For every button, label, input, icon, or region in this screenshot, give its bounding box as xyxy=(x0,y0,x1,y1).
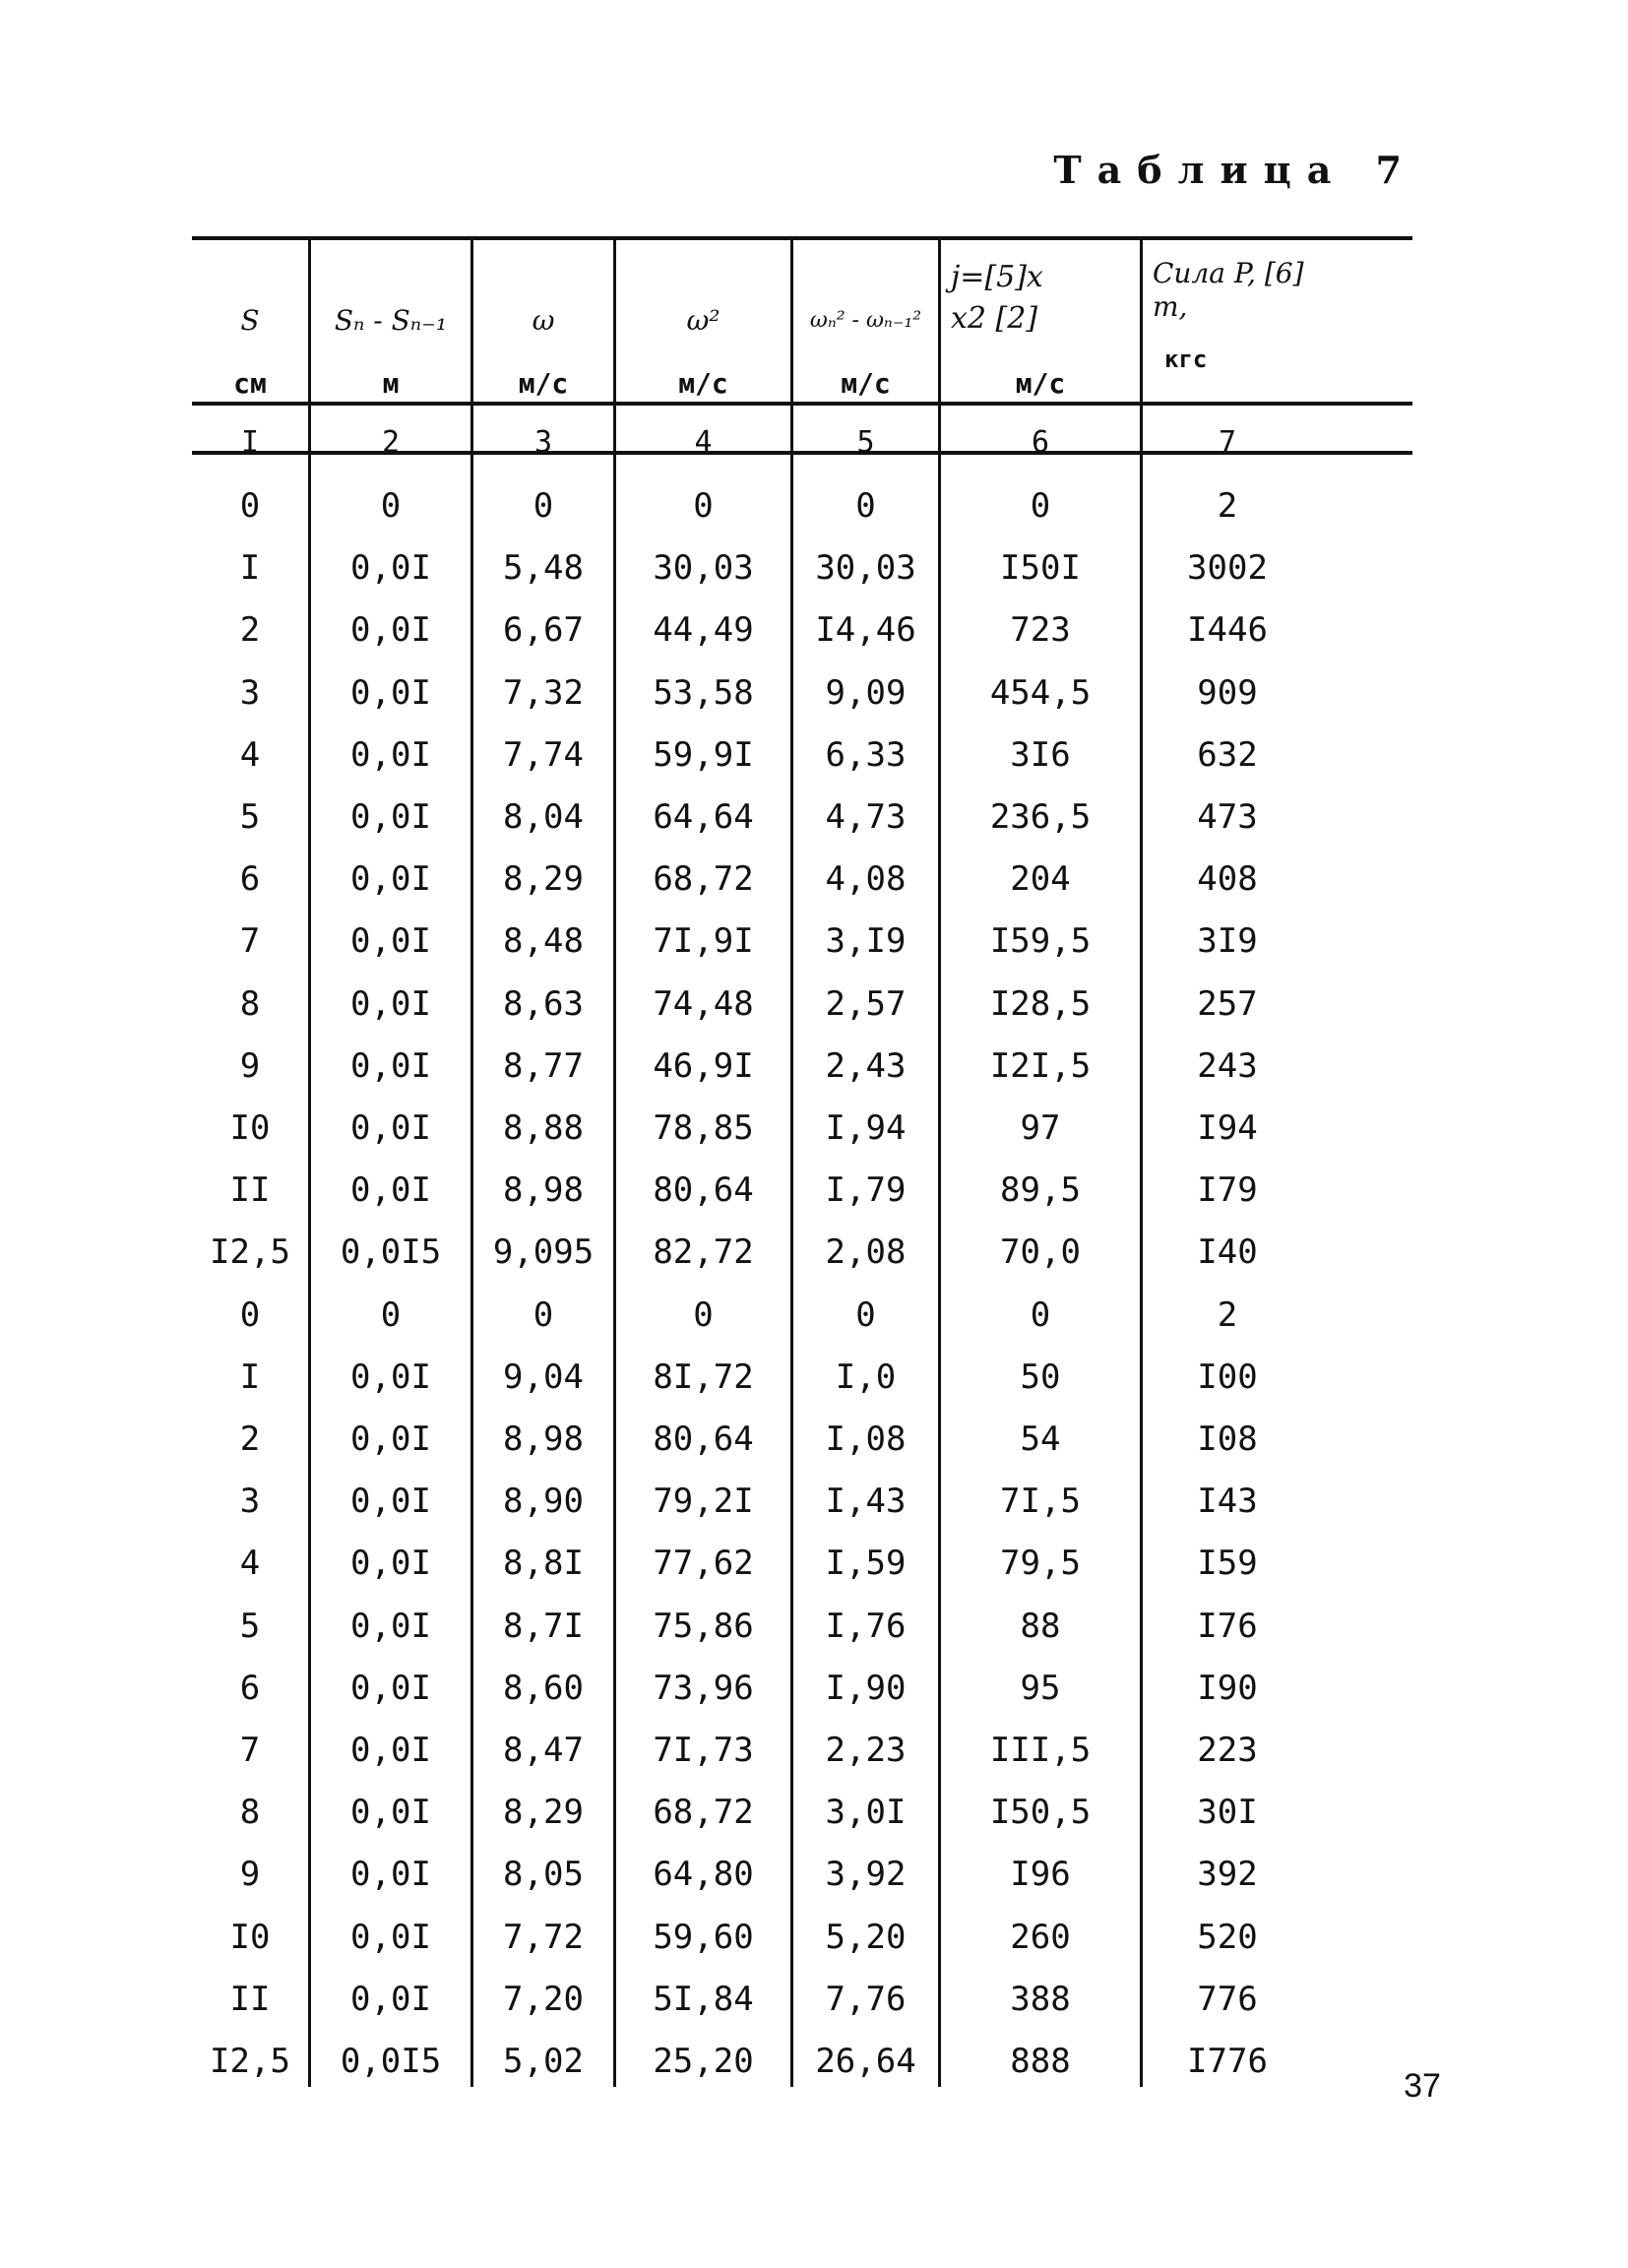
table-cell: 632 xyxy=(1197,734,1258,775)
table-cell: 0 xyxy=(855,486,876,526)
table-cell: 388 xyxy=(1010,1979,1071,2019)
table-cell: 5,48 xyxy=(503,548,584,589)
header-symbol: ω xyxy=(532,304,555,337)
table-cell: 73,96 xyxy=(653,1668,754,1708)
table-cell: 5 xyxy=(239,1606,261,1646)
table-cell: 7,72 xyxy=(503,1917,584,1957)
table-row xyxy=(192,1221,1412,1283)
table-cell: 9,09 xyxy=(825,672,907,713)
table-cell: 7I,73 xyxy=(653,1731,754,1770)
table-cell: 0,0I xyxy=(350,1356,431,1397)
table-cell: 3 xyxy=(239,1481,261,1522)
table-cell: I,59 xyxy=(825,1544,907,1584)
table-row xyxy=(192,724,1412,786)
table-cell: 0 xyxy=(693,1294,714,1335)
table-cell: 0,0I xyxy=(350,1917,431,1957)
table-cell: I28,5 xyxy=(989,983,1092,1024)
table-row xyxy=(192,536,1412,598)
table-cell: 520 xyxy=(1197,1917,1258,1957)
data-table xyxy=(192,228,1412,2082)
table-cell: 7I,5 xyxy=(1000,1481,1081,1522)
table-cell: II xyxy=(229,1170,271,1211)
table-row xyxy=(192,598,1412,661)
table-cell: I0 xyxy=(229,1108,271,1148)
table-cell: I xyxy=(239,1356,261,1397)
table-cell: 80,64 xyxy=(653,1170,754,1211)
table-cell: 6,33 xyxy=(825,734,907,775)
table-cell: 243 xyxy=(1197,1045,1258,1086)
table-cell: I90 xyxy=(1197,1668,1258,1708)
table-cell: 723 xyxy=(1010,610,1071,651)
table-cell: 30I xyxy=(1197,1793,1258,1833)
table-cell: 0,0I xyxy=(350,1045,431,1086)
table-cell: 454,5 xyxy=(989,672,1092,713)
table-cell: 776 xyxy=(1197,1979,1258,2019)
table-cell: I96 xyxy=(1010,1855,1071,1895)
table-cell: 3,I9 xyxy=(825,921,907,962)
table-cell: I2I,5 xyxy=(989,1045,1092,1086)
table-cell: 0,0I xyxy=(350,921,431,962)
table-cell: I50I xyxy=(1000,548,1081,589)
table-cell: II xyxy=(229,1979,271,2019)
table-cell: 80,64 xyxy=(653,1419,754,1459)
table-row xyxy=(192,1346,1412,1408)
table-cell: 0 xyxy=(532,486,554,526)
table-cell: I2,5 xyxy=(210,1232,290,1273)
table-cell: 0 xyxy=(239,486,261,526)
table-cell: 0,0I xyxy=(350,859,431,900)
header-unit: см xyxy=(233,367,267,400)
table-cell: 8,48 xyxy=(503,921,584,962)
table-cell: 70,0 xyxy=(1000,1232,1081,1273)
column-number: 2 xyxy=(381,425,401,460)
table-cell: 7 xyxy=(239,921,261,962)
column-number: I xyxy=(240,425,260,460)
table-cell: 204 xyxy=(1010,859,1071,900)
table-row xyxy=(192,2030,1412,2092)
table-cell: 9,095 xyxy=(492,1232,595,1273)
table-cell: 89,5 xyxy=(1000,1170,1081,1211)
table-cell: 0,0I xyxy=(350,610,431,651)
table-row xyxy=(192,474,1412,536)
table-cell: 0,0I xyxy=(350,548,431,589)
header-unit: м xyxy=(382,367,400,400)
table-cell: 8,63 xyxy=(503,983,584,1024)
table-cell: 0,0I xyxy=(350,734,431,775)
table-cell: 4 xyxy=(239,734,261,775)
header-symbol: ωₙ² - ωₙ₋₁² xyxy=(809,308,922,333)
table-cell: 0 xyxy=(855,1294,876,1335)
table-cell: 7 xyxy=(239,1731,261,1770)
table-cell: 53,58 xyxy=(653,672,754,713)
table-cell: 79,2I xyxy=(653,1481,754,1522)
table-cell: 2 xyxy=(1217,486,1238,526)
header-symbol: Sₙ - Sₙ₋₁ xyxy=(334,304,448,337)
table-cell: I,90 xyxy=(825,1668,907,1708)
header-symbol: j=[5]x x2 [2] xyxy=(951,260,1043,336)
table-cell: 2,23 xyxy=(825,1731,907,1770)
table-cell: 8I,72 xyxy=(653,1356,754,1397)
table-cell: 30,03 xyxy=(653,548,754,589)
header-symbol: S xyxy=(240,304,260,337)
header-col-5 xyxy=(793,243,938,415)
table-cell: 473 xyxy=(1197,797,1258,837)
table-cell: 0,0I xyxy=(350,1108,431,1148)
table-cell: III,5 xyxy=(989,1731,1092,1770)
table-cell: 26,64 xyxy=(815,2042,916,2081)
table-row xyxy=(192,662,1412,724)
table-cell: 95 xyxy=(1020,1668,1061,1708)
table-row xyxy=(192,1097,1412,1159)
table-cell: 59,9I xyxy=(653,734,754,775)
table-cell: 0,0I xyxy=(350,1979,431,2019)
table-cell: 2 xyxy=(239,610,261,651)
header-unit: кгс xyxy=(1164,346,1208,373)
table-cell: 6 xyxy=(239,1668,261,1708)
table-cell: 260 xyxy=(1010,1917,1071,1957)
table-cell: 8,47 xyxy=(503,1731,584,1770)
header-col-1 xyxy=(192,243,308,415)
table-cell: 0 xyxy=(380,486,402,526)
table-cell: 0,0I xyxy=(350,1606,431,1646)
table-cell: 8,29 xyxy=(503,859,584,900)
table-cell: I59 xyxy=(1197,1544,1258,1584)
table-cell: 4,73 xyxy=(825,797,907,837)
table-cell: 9 xyxy=(239,1045,261,1086)
table-row xyxy=(192,1906,1412,1968)
table-row xyxy=(192,1781,1412,1843)
table-cell: 0 xyxy=(1030,486,1051,526)
table-cell: I76 xyxy=(1197,1606,1258,1646)
table-cell: 0,0I5 xyxy=(340,1232,442,1273)
header-col-7 xyxy=(1143,243,1412,415)
table-cell: 8,88 xyxy=(503,1108,584,1148)
header-col-3 xyxy=(473,243,613,415)
table-cell: 78,85 xyxy=(653,1108,754,1148)
table-cell: 8 xyxy=(239,1793,261,1833)
header-unit: м/с xyxy=(518,367,569,400)
table-cell: I,43 xyxy=(825,1481,907,1522)
table-cell: 0,0I xyxy=(350,672,431,713)
header-symbol: ω² xyxy=(686,304,720,337)
table-cell: I2,5 xyxy=(210,2042,290,2081)
column-number-row xyxy=(192,419,1412,467)
table-cell: 5,20 xyxy=(825,1917,907,1957)
table-cell: 8,7I xyxy=(503,1606,584,1646)
table-cell: 8,04 xyxy=(503,797,584,837)
table-cell: 75,86 xyxy=(653,1606,754,1646)
table-cell: 2,57 xyxy=(825,983,907,1024)
table-cell: 408 xyxy=(1197,859,1258,900)
table-cell: 74,48 xyxy=(653,983,754,1024)
table-cell: 5,02 xyxy=(503,2042,584,2081)
table-cell: 392 xyxy=(1197,1855,1258,1895)
table-cell: 3 xyxy=(239,672,261,713)
table-cell: 6 xyxy=(239,859,261,900)
table-cell: 8,29 xyxy=(503,1793,584,1833)
column-number: 5 xyxy=(856,425,875,460)
table-row xyxy=(192,973,1412,1035)
table-cell: 0 xyxy=(380,1294,402,1335)
table-cell: 5I,84 xyxy=(653,1979,754,2019)
table-cell: 0,0I xyxy=(350,1793,431,1833)
table-cell: 68,72 xyxy=(653,1793,754,1833)
table-cell: 54 xyxy=(1020,1419,1061,1459)
table-cell: I50,5 xyxy=(989,1793,1092,1833)
table-cell: 8,98 xyxy=(503,1419,584,1459)
table-cell: 7,20 xyxy=(503,1979,584,2019)
table-cell: 0,0I xyxy=(350,1544,431,1584)
table-row xyxy=(192,1284,1412,1346)
table-row xyxy=(192,1968,1412,2030)
table-cell: 64,64 xyxy=(653,797,754,837)
table-cell: 8,60 xyxy=(503,1668,584,1708)
table-cell: 79,5 xyxy=(1000,1544,1081,1584)
table-cell: I,0 xyxy=(835,1356,897,1397)
table-cell: I08 xyxy=(1197,1419,1258,1459)
table-cell: 888 xyxy=(1010,2042,1071,2081)
table-row xyxy=(192,1719,1412,1781)
table-cell: 2,43 xyxy=(825,1045,907,1086)
table-cell: I4,46 xyxy=(815,610,916,651)
header-symbol: Сила P, [6] m, xyxy=(1153,257,1304,323)
table-cell: 8,8I xyxy=(503,1544,584,1584)
table-cell: 0,0I xyxy=(350,1481,431,1522)
table-cell: 0,0I xyxy=(350,797,431,837)
table-cell: 236,5 xyxy=(989,797,1092,837)
table-cell: 2,08 xyxy=(825,1232,907,1273)
table-cell: 0,0I xyxy=(350,1668,431,1708)
header-col-2 xyxy=(311,243,470,415)
table-cell: 0,0I xyxy=(350,983,431,1024)
table-cell: 0,0I xyxy=(350,1731,431,1770)
table-cell: 7,74 xyxy=(503,734,584,775)
table-row xyxy=(192,1843,1412,1905)
table-cell: I446 xyxy=(1187,610,1268,651)
table-row xyxy=(192,1532,1412,1594)
table-cell: 82,72 xyxy=(653,1232,754,1273)
table-cell: 59,60 xyxy=(653,1917,754,1957)
table-cell: I,76 xyxy=(825,1606,907,1646)
table-cell: 6,67 xyxy=(503,610,584,651)
page-number: 37 xyxy=(1404,2067,1441,2105)
table-cell: 88 xyxy=(1020,1606,1061,1646)
table-cell: I,94 xyxy=(825,1108,907,1148)
table-row xyxy=(192,848,1412,910)
column-number: 7 xyxy=(1218,425,1237,460)
table-cell: 7I,9I xyxy=(653,921,754,962)
table-cell: 8,90 xyxy=(503,1481,584,1522)
table-cell: 3I9 xyxy=(1197,921,1258,962)
table-cell: 4,08 xyxy=(825,859,907,900)
table-cell: 68,72 xyxy=(653,859,754,900)
table-cell: 25,20 xyxy=(653,2042,754,2081)
header-unit: м/с xyxy=(678,367,728,400)
table-cell: 3,0I xyxy=(825,1793,907,1833)
table-row xyxy=(192,1470,1412,1532)
table-cell: 64,80 xyxy=(653,1855,754,1895)
table-cell: 44,49 xyxy=(653,610,754,651)
table-cell: 9 xyxy=(239,1855,261,1895)
table-cell: I00 xyxy=(1197,1356,1258,1397)
table-cell: 50 xyxy=(1020,1356,1061,1397)
table-row xyxy=(192,1035,1412,1097)
table-cell: 7,76 xyxy=(825,1979,907,2019)
table-cell: I43 xyxy=(1197,1481,1258,1522)
table-cell: 0,0I xyxy=(350,1419,431,1459)
table-cell: 5 xyxy=(239,797,261,837)
table-cell: 8,05 xyxy=(503,1855,584,1895)
table-cell: 0,0I xyxy=(350,1170,431,1211)
column-number: 6 xyxy=(1031,425,1050,460)
table-row xyxy=(192,1595,1412,1657)
table-cell: 97 xyxy=(1020,1108,1061,1148)
header-col-4 xyxy=(616,243,790,415)
table-cell: 909 xyxy=(1197,672,1258,713)
column-number: 4 xyxy=(694,425,713,460)
table-cell: 3I6 xyxy=(1010,734,1071,775)
table-cell: 0 xyxy=(693,486,714,526)
table-caption: Таблица 7 xyxy=(1053,148,1417,192)
table-row xyxy=(192,1159,1412,1221)
table-cell: I59,5 xyxy=(989,921,1092,962)
table-cell: 8,98 xyxy=(503,1170,584,1211)
header-unit: м/с xyxy=(841,367,891,400)
table-top-rule xyxy=(192,236,1412,240)
table-cell: 2 xyxy=(1217,1294,1238,1335)
table-cell: I776 xyxy=(1187,2042,1268,2081)
table-cell: I94 xyxy=(1197,1108,1258,1148)
table-cell: 2 xyxy=(239,1419,261,1459)
table-cell: 3002 xyxy=(1187,548,1268,589)
table-cell: I,08 xyxy=(825,1419,907,1459)
table-cell: 4 xyxy=(239,1544,261,1584)
table-cell: 77,62 xyxy=(653,1544,754,1584)
table-cell: 8 xyxy=(239,983,261,1024)
column-number: 3 xyxy=(533,425,553,460)
table-cell: 257 xyxy=(1197,983,1258,1024)
table-cell: I40 xyxy=(1197,1232,1258,1273)
table-row xyxy=(192,910,1412,972)
table-row xyxy=(192,786,1412,848)
table-cell: 0,0I xyxy=(350,1855,431,1895)
table-cell: 223 xyxy=(1197,1731,1258,1770)
table-cell: 0 xyxy=(532,1294,554,1335)
table-cell: I xyxy=(239,548,261,589)
table-cell: 0 xyxy=(1030,1294,1051,1335)
header-col-6 xyxy=(941,243,1140,415)
table-cell: 46,9I xyxy=(653,1045,754,1086)
table-cell: 0,0I5 xyxy=(340,2042,442,2081)
table-cell: 3,92 xyxy=(825,1855,907,1895)
table-cell: 0 xyxy=(239,1294,261,1335)
table-row xyxy=(192,1657,1412,1719)
table-cell: I,79 xyxy=(825,1170,907,1211)
table-cell: 8,77 xyxy=(503,1045,584,1086)
table-cell: 9,04 xyxy=(503,1356,584,1397)
table-cell: I0 xyxy=(229,1917,271,1957)
table-cell: 7,32 xyxy=(503,672,584,713)
header-unit: м/с xyxy=(1015,367,1066,400)
table-cell: 30,03 xyxy=(815,548,916,589)
table-cell: I79 xyxy=(1197,1170,1258,1211)
table-row xyxy=(192,1408,1412,1470)
